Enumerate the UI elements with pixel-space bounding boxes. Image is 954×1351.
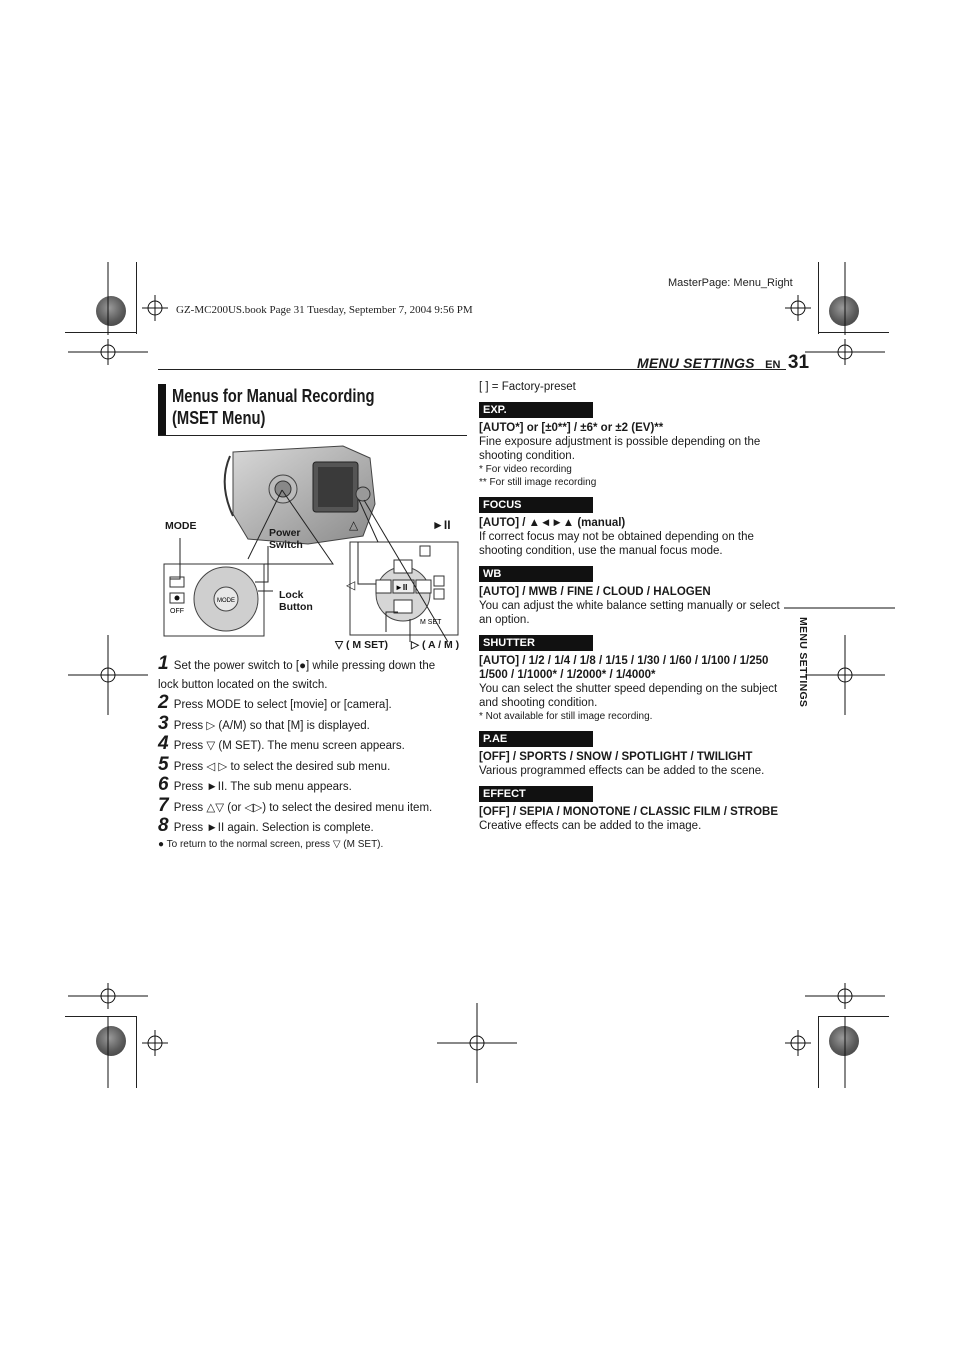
section-description: Various programmed effects can be added to the scene. — [479, 765, 765, 777]
section-description: Creative effects can be added to the image. — [479, 820, 702, 832]
section-description: You can adjust the white balance setting manually or select an option. — [479, 600, 780, 626]
section-wb — [479, 566, 784, 627]
camera-figure — [158, 444, 468, 654]
step-2: 2 Press MODE to select [movie] or [camera]. — [158, 692, 392, 713]
step-3: 3 Press ▷ (A/M) so that [M] is displayed. — [158, 712, 370, 734]
section-options: [AUTO*] or [±0**] / ±6* or ±2 (EV)** — [479, 422, 664, 434]
registration-disc — [829, 296, 859, 326]
off-label: OFF — [170, 608, 184, 615]
side-tab-label: MENU SETTINGS — [797, 617, 809, 708]
book-info: GZ-MC200US.book Page 31 Tuesday, September 7, 2004 9:56 PM — [176, 304, 473, 316]
step-4: 4 Press ▽ (M SET). The menu screen appears. — [158, 733, 405, 754]
camera-illustration — [158, 444, 468, 654]
section-options: [AUTO] / ▲◄►▲ (manual) — [479, 517, 626, 529]
dial-mode-label: MODE — [217, 598, 235, 604]
step-8: 8 Press ►II again. Selection is complete. — [158, 815, 374, 836]
title-line-1: Menus for Manual Recording — [172, 386, 375, 406]
section-description: You can select the shutter speed depending on the subject and shooting condition. — [479, 683, 778, 709]
step-note: ● To return to the normal screen, press ▽ (M SET). — [158, 838, 384, 850]
section-exp — [479, 402, 784, 489]
section-pae — [479, 731, 784, 778]
side-tab-rule — [784, 607, 895, 609]
page-title — [172, 385, 451, 429]
section-description: Fine exposure adjustment is possible depending on the shooting condition. — [479, 436, 761, 462]
section-options: [AUTO] / 1/2 / 1/4 / 1/8 / 1/15 / 1/30 / 1/60 / 1/100 / 1/250 1/500 / 1/1000* / 1/2000* / 1/4000* — [479, 655, 769, 681]
section-title: FOCUS — [479, 497, 593, 513]
page-number: 31 — [787, 352, 810, 373]
step-6: 6 Press ►II. The sub menu appears. — [158, 774, 352, 795]
section-description: If correct focus may not be obtained depending on the shooting condition, use the manual focus mode. — [479, 531, 754, 557]
center-play-pause: ►II — [395, 583, 408, 592]
down-set-label: ▽ ( M SET) — [335, 639, 388, 651]
section-focus — [479, 497, 784, 558]
section-title: SHUTTER — [479, 635, 593, 651]
step-5: 5 Press ◁ ▷ to select the desired sub menu. — [158, 753, 391, 775]
section-title: EXP. — [479, 402, 593, 418]
power-switch-label: Power Switch — [269, 527, 303, 551]
section-note: * Not available for still image recording. — [479, 711, 653, 722]
factory-preset-note: [ ] = Factory-preset — [479, 381, 576, 393]
registration-disc — [829, 1026, 859, 1056]
menu-options — [479, 380, 784, 833]
step-7: 7 Press △▽ (or ◁▷) to select the desired menu item. — [158, 794, 433, 816]
section-options: [OFF] / SPORTS / SNOW / SPOTLIGHT / TWILIGHT — [479, 751, 753, 763]
up-arrow-label: △ — [349, 518, 359, 532]
title-line-2: (MSET Menu) — [172, 408, 266, 428]
section-options: [OFF] / SEPIA / MONOTONE / CLASSIC FILM / STROBE — [479, 806, 779, 818]
section-options: [AUTO] / MWB / FINE / CLOUD / HALOGEN — [479, 586, 711, 598]
section-title: WB — [479, 566, 593, 582]
section-note: * For video recording — [479, 464, 572, 475]
registration-disc — [96, 1026, 126, 1056]
section-effect — [479, 786, 784, 833]
section-title: P.AE — [479, 731, 593, 747]
right-am-label: ▷ ( A / M ) — [411, 639, 460, 651]
step-1: 1 Set the power switch to [●] while pressing down the lock button located on the switch. — [158, 653, 436, 691]
language-code: EN — [765, 359, 781, 371]
section-note: ** For still image recording — [479, 477, 597, 488]
procedure-steps — [158, 655, 458, 854]
section-shutter — [479, 635, 784, 723]
title-rule — [158, 435, 467, 436]
set-small-label: M SET — [420, 619, 442, 626]
lock-button-label: Lock Button — [279, 589, 313, 613]
masterpage-label: MasterPage: Menu_Right — [668, 277, 793, 289]
mode-label: MODE — [165, 520, 197, 532]
section-title: EFFECT — [479, 786, 593, 802]
left-arrow-label: ◁ — [346, 578, 356, 592]
running-head: MENU SETTINGS — [637, 355, 755, 371]
running-header — [637, 352, 809, 374]
play-pause-label: ►II — [432, 518, 451, 532]
registration-disc — [96, 296, 126, 326]
title-bar — [158, 384, 166, 436]
